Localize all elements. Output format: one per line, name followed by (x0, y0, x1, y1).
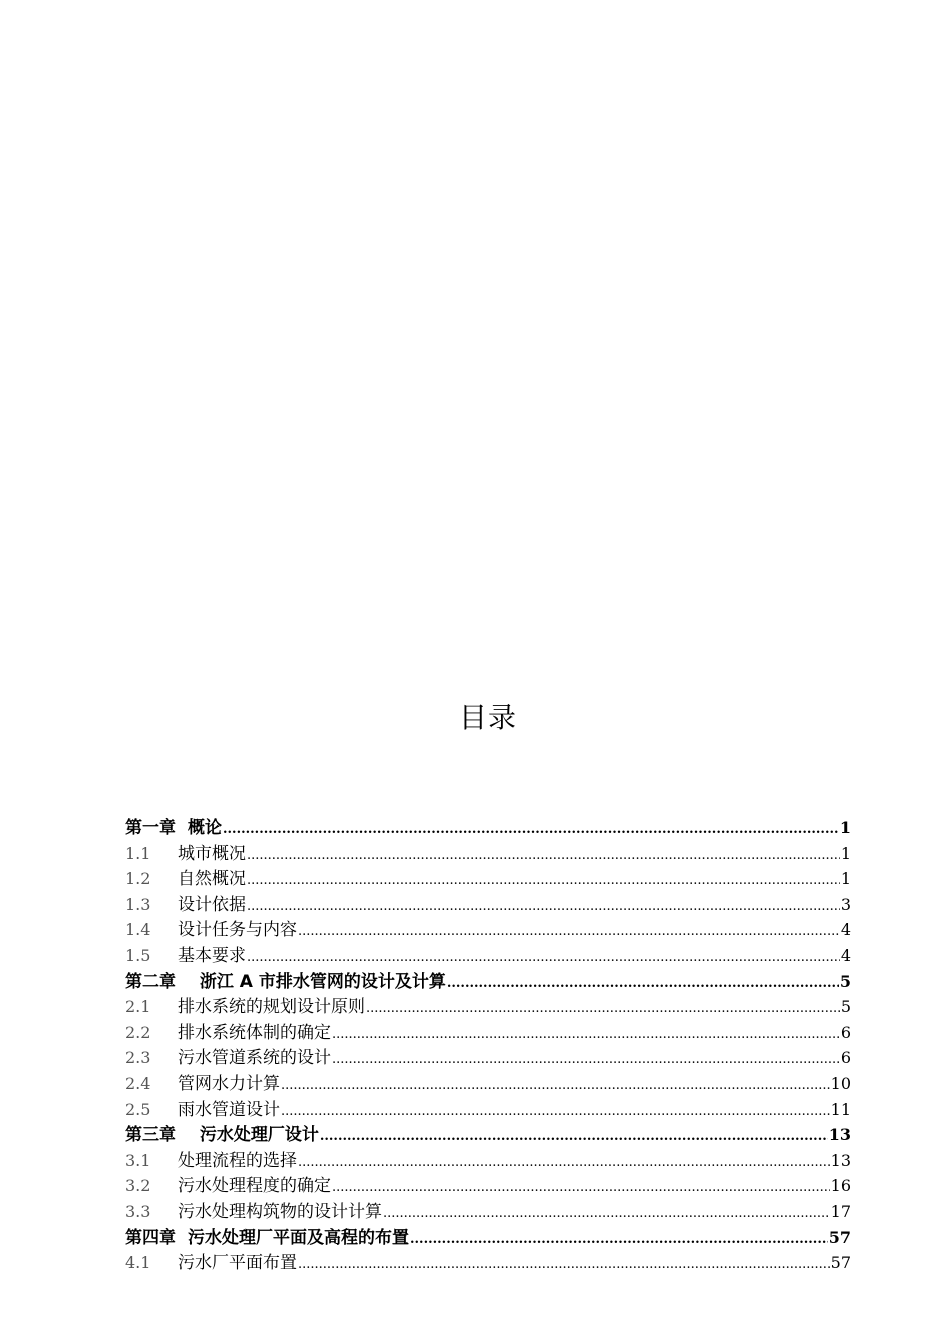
toc-entry-title: 排水系统的规划设计原则 (178, 997, 365, 1018)
toc-entry-number: 2.2 (125, 1022, 151, 1042)
toc-dot-leader (383, 1201, 830, 1227)
toc-page-number: 4 (840, 920, 851, 940)
toc-dot-leader (298, 1252, 830, 1278)
toc-entry-number: 2.1 (125, 997, 151, 1017)
toc-section-entry[interactable] (125, 1173, 851, 1199)
toc-page-number: 13 (830, 1150, 851, 1170)
toc-page-number: 5 (839, 971, 851, 991)
toc-page-number: 57 (828, 1227, 851, 1247)
toc-entry-title: 污水处理厂设计 (188, 1125, 319, 1146)
toc-entry-title: 设计任务与内容 (178, 920, 297, 941)
toc-entry-title: 污水处理程度的确定 (178, 1176, 331, 1197)
toc-dot-leader (298, 1150, 830, 1176)
toc-section-entry[interactable] (125, 994, 851, 1020)
toc-chapter-entry[interactable] (125, 969, 851, 995)
toc-dot-leader (447, 971, 839, 997)
toc-page-number: 11 (830, 1099, 851, 1119)
toc-section-entry[interactable] (125, 1148, 851, 1174)
toc-page-number: 6 (840, 1048, 851, 1068)
toc-chapter-entry[interactable] (125, 1225, 851, 1251)
toc-section-entry[interactable] (125, 1199, 851, 1225)
toc-entry-number: 2.4 (125, 1073, 151, 1093)
toc-entry-number: 第三章 (125, 1125, 176, 1146)
toc-page-number: 16 (830, 1176, 851, 1196)
toc-dot-leader (281, 1073, 830, 1099)
toc-entry-title: 污水厂平面布置 (178, 1253, 297, 1274)
toc-entry-title: 自然概况 (178, 869, 246, 890)
toc-entry-number: 第二章 (125, 971, 176, 992)
toc-dot-leader (247, 868, 840, 894)
toc-title: 目录 (458, 701, 517, 734)
toc-section-entry[interactable] (125, 917, 851, 943)
toc-page-number: 4 (840, 945, 851, 965)
toc-entry-title: 污水处理构筑物的设计计算 (178, 1201, 382, 1222)
toc-entry-number: 1.2 (125, 869, 151, 889)
toc-dot-leader (247, 945, 840, 971)
toc-section-entry[interactable] (125, 1250, 851, 1276)
toc-dot-leader (223, 817, 839, 843)
toc-section-entry[interactable] (125, 866, 851, 892)
toc-entry-number: 1.1 (125, 843, 151, 863)
toc-entry-number: 第一章 (125, 818, 176, 838)
toc-page-number: 6 (840, 1022, 851, 1042)
toc-entry-number: 3.1 (125, 1150, 151, 1170)
toc-entry-title: 基本要求 (178, 945, 246, 966)
toc-page-number: 1 (840, 869, 851, 889)
toc-entry-title: 污水处理厂平面及高程的布置 (188, 1227, 409, 1248)
toc-entry-number: 4.1 (125, 1253, 151, 1273)
toc-section-entry[interactable] (125, 1045, 851, 1071)
toc-dot-leader (332, 1175, 830, 1201)
toc-chapter-entry[interactable] (125, 1122, 851, 1148)
toc-entry-number: 1.4 (125, 920, 151, 940)
toc-list (125, 815, 851, 1276)
toc-dot-leader (410, 1227, 828, 1253)
toc-section-entry[interactable] (125, 1097, 851, 1123)
toc-dot-leader (320, 1124, 828, 1150)
toc-section-entry[interactable] (125, 943, 851, 969)
toc-page-number: 10 (830, 1073, 851, 1093)
toc-dot-leader (247, 894, 840, 920)
toc-entry-number: 2.5 (125, 1099, 151, 1119)
toc-entry-title: 污水管道系统的设计 (178, 1048, 331, 1069)
toc-dot-leader (298, 919, 840, 945)
toc-dot-leader (332, 1047, 840, 1073)
toc-entry-title: 浙江 A 市排水管网的设计及计算 (188, 971, 446, 992)
toc-entry-title: 管网水力计算 (178, 1073, 280, 1094)
toc-dot-leader (332, 1022, 840, 1048)
toc-page-number: 1 (840, 843, 851, 863)
toc-page-number: 57 (830, 1253, 851, 1273)
toc-entry-title: 雨水管道设计 (178, 1099, 280, 1120)
toc-page-number: 17 (830, 1201, 851, 1221)
toc-entry-title: 城市概况 (178, 843, 246, 864)
toc-dot-leader (281, 1099, 830, 1125)
toc-entry-title: 排水系统体制的确定 (178, 1022, 331, 1043)
toc-chapter-entry[interactable] (125, 815, 851, 841)
toc-section-entry[interactable] (125, 1020, 851, 1046)
toc-section-entry[interactable] (125, 892, 851, 918)
toc-page-number: 3 (840, 894, 851, 914)
toc-entry-number: 3.2 (125, 1176, 151, 1196)
toc-entry-title: 概论 (188, 818, 222, 838)
toc-page-number: 1 (839, 818, 851, 837)
toc-entry-number: 2.3 (125, 1048, 151, 1068)
toc-entry-title: 处理流程的选择 (178, 1150, 297, 1171)
toc-entry-number: 第四章 (125, 1227, 176, 1248)
toc-page-number: 5 (840, 997, 851, 1017)
toc-dot-leader (247, 843, 840, 869)
toc-page-number: 13 (828, 1125, 851, 1145)
toc-entry-number: 1.3 (125, 894, 151, 914)
toc-dot-leader (366, 996, 840, 1022)
toc-section-entry[interactable] (125, 1071, 851, 1097)
toc-entry-number: 1.5 (125, 945, 151, 965)
toc-section-entry[interactable] (125, 841, 851, 867)
toc-entry-number: 3.3 (125, 1201, 151, 1221)
toc-entry-title: 设计依据 (178, 894, 246, 915)
